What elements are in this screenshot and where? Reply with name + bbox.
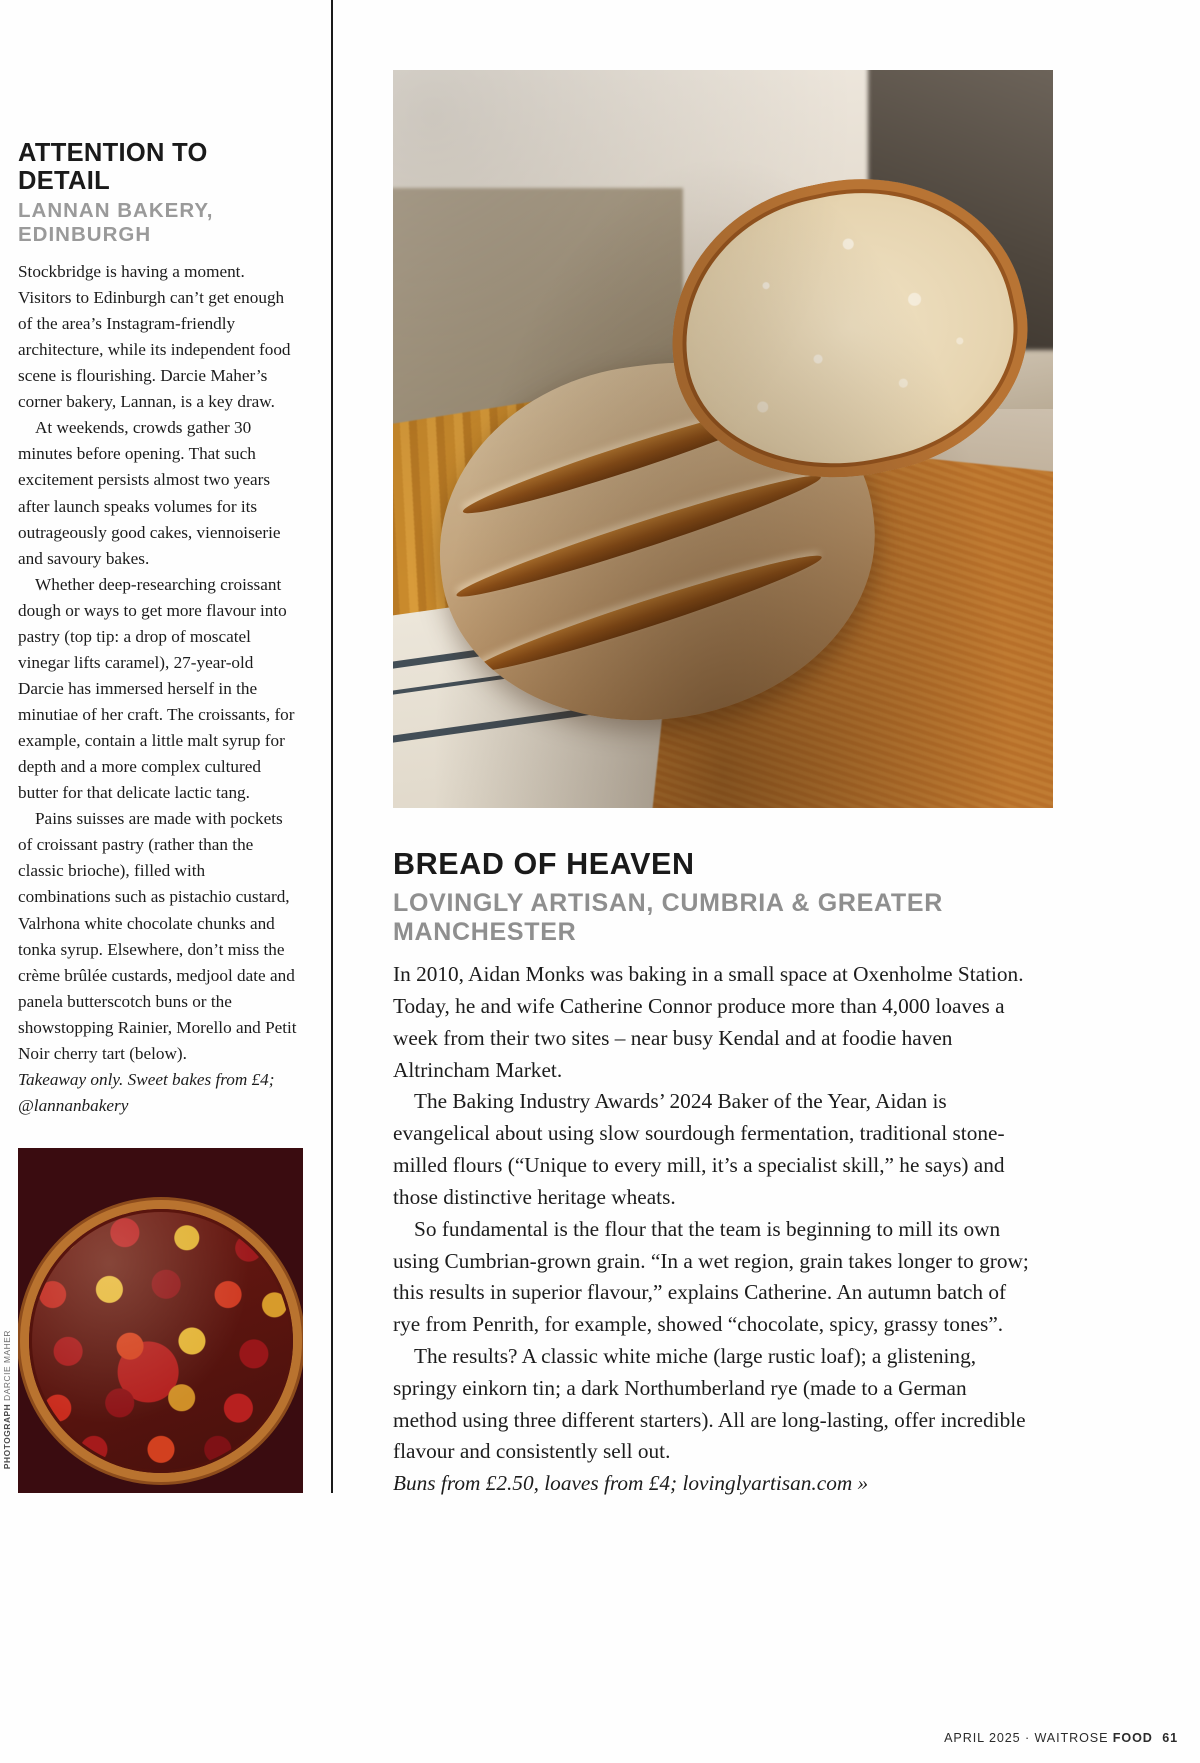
- right-paragraph-2: The Baking Industry Awards’ 2024 Baker of the Year, Aidan is evangelical about using slow sourdough fermentation, traditional stone-milled flours (“Unique to every mill, it’s a specialist skill,” he says) and those distinctive heritage wheats.: [393, 1089, 1005, 1209]
- photograph-credit-label: PHOTOGRAPH: [2, 1403, 12, 1470]
- left-article-body: [18, 259, 298, 1119]
- left-paragraph-2: At weekends, crowds gather 30 minutes before opening. That such excitement persists almost two years after launch speaks volumes for its outrageously good cakes, viennoiserie and savoury bakes.: [18, 418, 281, 568]
- footer-page-number: 61: [1162, 1731, 1178, 1745]
- left-paragraph-4: Pains suisses are made with pockets of croissant pastry (rather than the classic brioche), filled with combinations such as pistachio custard, Valrhona white chocolate chunks and tonka syrup. Elsewhere, don’t miss the crème brûlée custards, medjool date and panela butterscotch buns or the showstopping Rainier, Morello and Petit Noir cherry tart (below).: [18, 809, 297, 1063]
- page-footer: [944, 1731, 1178, 1745]
- column-divider-rule: [331, 0, 333, 1493]
- right-paragraph-3: So fundamental is the flour that the team is beginning to mill its own using Cumbrian-grown grain. “In a wet region, grain takes longer to grow; this results in superior flavour,” explains Catherine. An autumn batch of rye from Penrith, for example, showed “chocolate, spicy, grassy tones”.: [393, 1216, 1029, 1337]
- footer-issue-date: APRIL 2025: [944, 1731, 1021, 1745]
- left-article-subhead: LANNAN BAKERY, EDINBURGH: [18, 198, 214, 246]
- right-article-body: [393, 959, 1029, 1500]
- cherry-tart-photo: [18, 1148, 303, 1493]
- right-paragraph-1: In 2010, Aidan Monks was baking in a small space at Oxenholme Station. Today, he and wife Catherine Connor produce more than 4,000 loaves a week from their two sites – near busy Kendal and at foodie haven Altrincham Market.: [393, 962, 1024, 1082]
- right-paragraph-4: The results? A classic white miche (large rustic loaf); a glistening, springy einkorn tin; a dark Northumberland rye (made to a German method using three different starters). All are long-lasting, offer incredible flavour and consistently sell out.: [393, 1343, 1026, 1464]
- photo-vignette: [393, 70, 1053, 808]
- footer-publication: WAITROSE: [1034, 1731, 1109, 1745]
- photograph-credit: [2, 1330, 12, 1469]
- right-article-signoff: Buns from £2.50, loaves from £4; lovinglyartisan.com »: [393, 1471, 869, 1496]
- right-article-headline: BREAD OF HEAVEN: [393, 847, 695, 881]
- left-article-kicker: ATTENTION TO DETAIL: [18, 139, 208, 195]
- left-paragraph-3: Whether deep-researching croissant dough or ways to get more flavour into pastry (top tip: a drop of moscatel vinegar lifts caramel), 27-year-old Darcie has immersed herself in the minutiae of her craft. The croissants, for example, contain a little malt syrup for depth and a more complex cultured butter for that delicate lactic tang.: [18, 574, 295, 803]
- sourdough-bread-photo: [393, 70, 1053, 808]
- photograph-credit-name: DARCIE MAHER: [2, 1330, 12, 1401]
- footer-separator: ·: [1024, 1731, 1031, 1745]
- footer-brand: FOOD: [1112, 1731, 1153, 1745]
- left-article: [18, 140, 298, 1119]
- left-paragraph-1: Stockbridge is having a moment. Visitors to Edinburgh can’t get enough of the area’s Instagram-friendly architecture, while its independent food scene is flourishing. Darcie Maher’s corner bakery, Lannan, is a key draw.: [18, 261, 291, 412]
- left-article-signoff: Takeaway only. Sweet bakes from £4; @lannanbakery: [18, 1069, 275, 1115]
- tart-cherries: [32, 1212, 290, 1470]
- right-article-subhead: LOVINGLY ARTISAN, CUMBRIA & GREATER MANCHESTER: [393, 888, 943, 946]
- tart-gloss-highlight: [32, 1212, 290, 1470]
- right-article: [393, 848, 1029, 1500]
